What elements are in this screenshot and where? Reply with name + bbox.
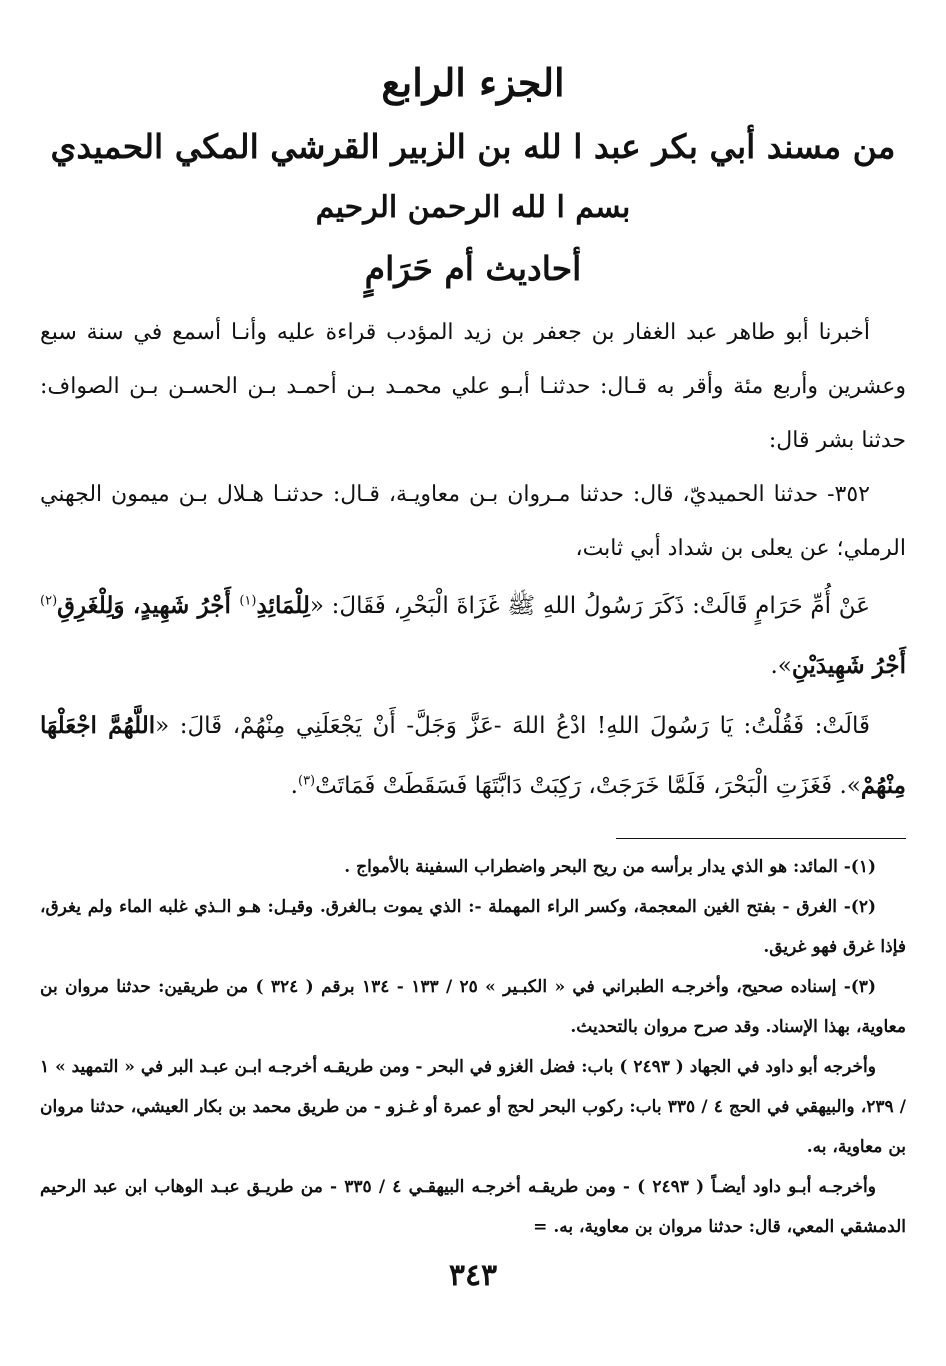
- page-body: [40, 50, 906, 1247]
- footnote-3-continued-2: وأخرجـه أبـو داود أيضـاً ( ٢٤٩٣ ) - ومن طريقـه أخرجـه البيهقـي ٤ / ٣٣٥ - من طريـق عبـد الوهاب ابن عبد الرحيم الدمشقي المعي، قال: حدثنا مروان بن معاوية، به. =: [40, 1177, 906, 1237]
- prophet-quote: أَجْرُ شَهِيدَيْنِ: [791, 652, 906, 679]
- footnote-marker-2[interactable]: (٢): [40, 593, 58, 609]
- prophet-quote: أَجْرُ شَهِيدٍ، وَلِلْغَرِقِ: [57, 592, 240, 619]
- hadith-number-paragraph: ٣٥٢- حدثنا الحميديّ، قال: حدثنا مـروان بـن معاويـة، قـال: حدثنـا هـلال بـن ميمون الجهني الرملي؛ عن يعلى بن شداد أبي ثابت،: [40, 482, 906, 561]
- prophet-quote: اللَّهُمَّ اجْعَلْهَا مِنْهُمْ: [40, 712, 906, 799]
- footnote-3-continued: وأخرجه أبو داود في الجهاد ( ٢٤٩٣ ) باب: فضل الغزو في البحر - ومن طريقـه أخرجـه ابـن عبـد البر في « التمهيد » ١ / ٢٣٩، والبيهقي في الحج ٤ / ٣٣٥ باب: ركوب البحر لحج أو عمرة أو غـزو - من طريق محمد بن بكار العيشي، حدثنا مروان بن معاوية، به.: [40, 1057, 906, 1157]
- footnote-marker-3[interactable]: (٣): [297, 773, 316, 789]
- section-title: أحاديث أم حَرَامٍ: [364, 249, 582, 288]
- musnad-title: من مسند أبي بكر عبد ا لله بن الزبير القرشي المكي الحميدي: [50, 127, 896, 166]
- hadith-text-segment: قَالَتْ: فَقُلْتُ: يَا رَسُولَ اللهِ! ادْعُ اللهَ -عَزَّ وَجَلَّ- أَنْ يَجْعَلَنِي مِنْهُمْ، قَالَ: «: [155, 713, 870, 739]
- basmala: بسم ا لله الرحمن الرحيم: [315, 190, 631, 225]
- isnad-paragraph: أخبرنا أبو طاهر عبد الغفار بن جعفر بن زيد المؤدب قراءة عليه وأنـا أسمع في سنة سبع وعشرين وأربع مئة وأقر به قـال: حدثنـا أبـو علي محمـد بـن أحمـد بـن الحسـن بـن الصواف: حدثنا بشر قال:: [40, 320, 906, 453]
- footnote-2: (٢)- الغرق - بفتح الغين المعجمة، وكسر الراء المهملة -: الذي يموت بـالغرق. وقيـل: هـو الـذي غلبه الماء ولم يغرق، فإذا غرق فهو غريق.: [40, 897, 906, 957]
- page-number: ٣٤٣: [448, 1258, 498, 1293]
- footnote-3: (٣)- إسناده صحيح، وأخرجـه الطبراني في « الكبـير » ٢٥ / ١٣٣ - ١٣٤ برقم ( ٣٢٤ ) من طريقين: حدثنا مروان بن معاوية، بهذا الإسناد. وقد صرح مروان بالتحديث.: [40, 977, 906, 1037]
- hadith-text-1: [40, 576, 906, 696]
- prophet-quote: لِلْمَائِدِ: [256, 592, 310, 619]
- hadith-text-segment: عَنْ أُمِّ حَرَامٍ قَالَتْ: ذَكَرَ رَسُولُ اللهِ ﷺ غَزَاةَ الْبَحْرِ، فَقَالَ: «: [309, 593, 870, 619]
- hadith-text-2: [40, 696, 906, 816]
- footnote-divider: [616, 838, 906, 839]
- footnote-marker-1[interactable]: (١): [239, 593, 257, 609]
- part-title: الجزء الرابع: [381, 60, 565, 105]
- hadith-text-segment: .: [290, 773, 298, 799]
- hadith-text-segment: ».: [770, 653, 792, 679]
- footnote-1: (١)- المائد: هو الذي يدار برأسه من ريح البحر واضطراب السفينة بالأمواج .: [344, 857, 876, 877]
- hadith-text-segment: ». فَغَزَتِ الْبَحْرَ، فَلَمَّا خَرَجَتْ، رَكِبَتْ دَابَّتَهَا فَسَقَطَتْ فَمَاتَتْ: [315, 773, 861, 799]
